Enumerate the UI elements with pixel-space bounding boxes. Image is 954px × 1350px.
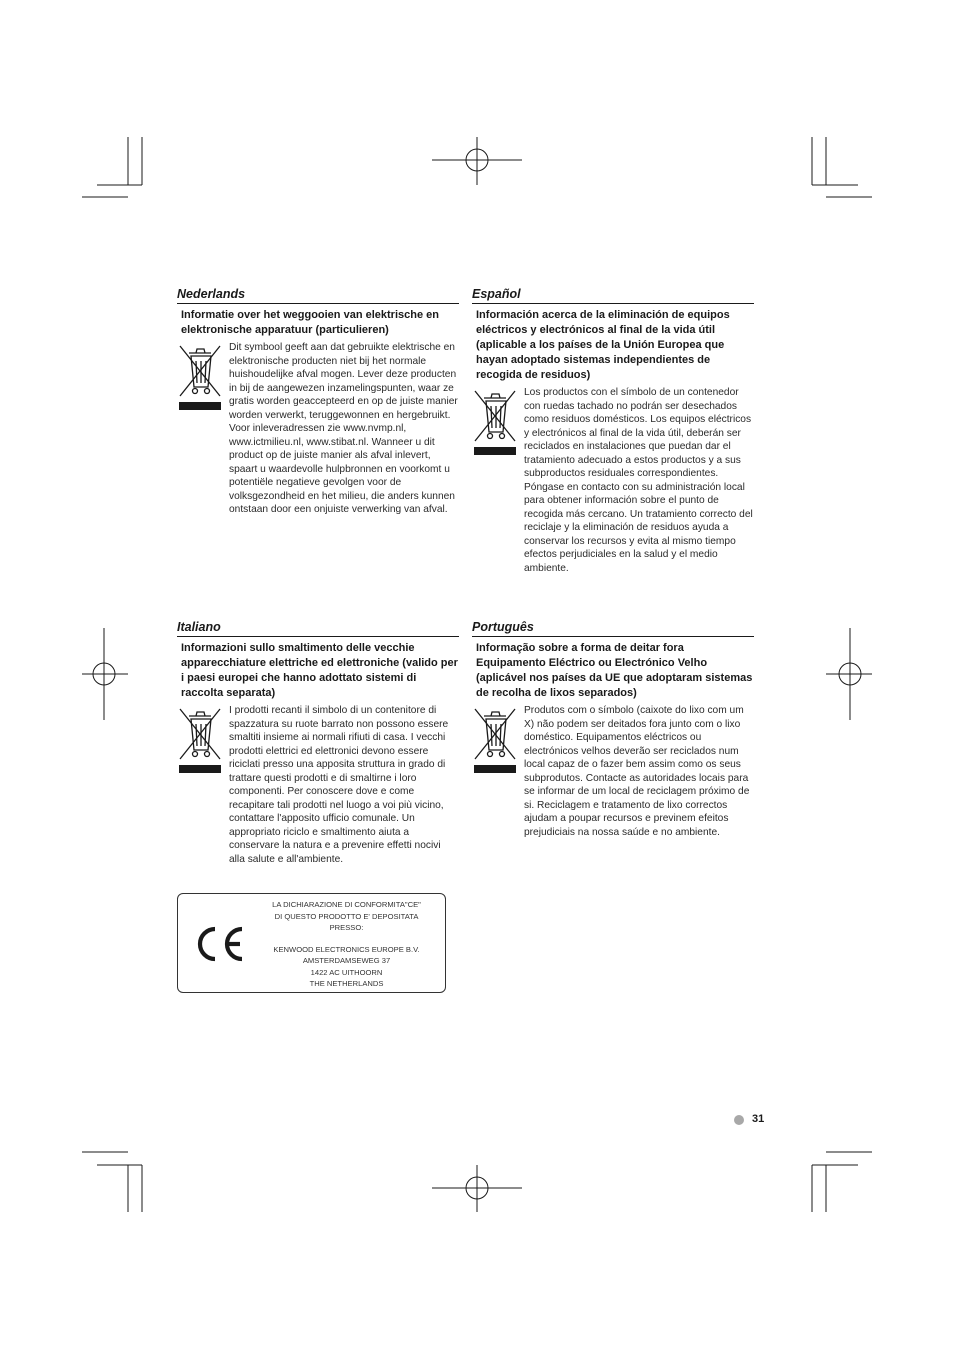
bin-underline-bar bbox=[474, 765, 516, 773]
ce-city: 1422 AC UITHOORN bbox=[310, 967, 383, 977]
section-text: Los productos con el símbolo de un contenedor con ruedas tachado no podrán ser desechados como residuos domésticos. Los equipos eléctricos y electrónicos al final de la vida útil, deberán ser reciclados en instalaciones que puedan dar el tratamiento adecuado a estos productos y a sus subproductos residuales correspondientes. Póngase en contacto con su administración local para obtener información sobre el punto de recogida más cercano. Un tratamiento correcto del reciclaje y la eliminación de residuos ayuda a conservar los recursos y evita al mismo tiempo efectos perjudiciales en la salud y el medio ambiente. bbox=[524, 387, 753, 574]
ce-company: KENWOOD ELECTRONICS EUROPE B.V. bbox=[273, 944, 420, 954]
bin-underline-bar bbox=[179, 402, 221, 410]
ce-mark-icon bbox=[192, 924, 248, 964]
page-number-dot bbox=[734, 1115, 744, 1125]
section-title: Español bbox=[472, 287, 754, 304]
section-body bbox=[472, 386, 754, 575]
section-subtitle: Informação sobre a forma de deitar fora Equipamento Eléctrico ou Electrónico Velho (aplicável nos países da UE que adoptaram sistemas de recolha de lixos separados) bbox=[476, 642, 753, 699]
section-body bbox=[177, 704, 459, 866]
ce-street: AMSTERDAMSEWEG 37 bbox=[302, 956, 391, 965]
section-body bbox=[177, 341, 459, 517]
ce-line-1: LA DICHIARAZIONE DI CONFORMITA"CE" bbox=[272, 900, 421, 909]
page-number: 31 bbox=[752, 1113, 765, 1125]
section-text: Dit symbool geeft aan dat gebruikte elektrische en elektronische producten niet bij het normale huishoudelijke afval mogen. Lever deze producten in bij de aangewezen inzamelingspunten, waar ze gratis worden geaccepteerd en op de juiste manier worden verwerkt, teruggewonnen en hergebruikt. Voor inleveradressen zie www.nvmp.nl, www.ictmilieu.nl, www.stibat.nl. Wanneer u dit product op de juiste manier als afval inlevert, spaart u waardevolle hulpbronnen en voorkomt u potentiële negatieve gevolgen voor de volksgezondheid en het milieu, die anders kunnen ontstaan door een onjuiste verwerking van afval. bbox=[229, 342, 458, 515]
ce-line-3: PRESSO: bbox=[329, 923, 364, 932]
section-italiano bbox=[177, 620, 459, 866]
section-espanol bbox=[472, 287, 754, 575]
ce-country: THE NETHERLANDS bbox=[309, 979, 384, 988]
crossed-out-wheelie-bin-icon bbox=[177, 343, 223, 413]
section-body bbox=[472, 704, 754, 839]
section-title: Nederlands bbox=[177, 287, 459, 304]
crossed-out-wheelie-bin-icon bbox=[472, 388, 518, 458]
section-subtitle: Informatie over het weggooien van elektrische en elektronische apparatuur (particulieren) bbox=[181, 309, 439, 336]
crossed-out-wheelie-bin-icon bbox=[177, 706, 223, 776]
section-title: Italiano bbox=[177, 620, 459, 637]
crossed-out-wheelie-bin-icon bbox=[472, 706, 518, 776]
section-nederlands bbox=[177, 287, 459, 517]
ce-line-2: DI QUESTO PRODOTTO E' DEPOSITATA bbox=[274, 911, 419, 921]
section-text: Produtos com o símbolo (caixote do lixo com um X) não podem ser deitados fora junto com o lixo doméstico. Equipamentos eléctricos ou electrónicos velhos deverão ser reciclados num local capaz de o fazer bem assim como os seus subprodutos. Contacte as autoridades locais para se informar de um local de reciclagem próximo de si. Reciclagem e tratamento de lixo correctos ajudam a poupar recursos e previnem efeitos prejudiciais na nossa saúde e no ambiente. bbox=[524, 705, 750, 838]
section-text: I prodotti recanti il simbolo di un contenitore di spazzatura su ruote barrato non possono essere smaltiti insieme ai normali rifiuti di casa. I vecchi prodotti elettrici ed elettronici devono essere riciclati presso una apposita struttura in grado di trattare questi prodotti e di smaltirne i loro componenti. Per conoscere dove e come recapitare tali prodotti nel luogo a voi più vicino, contattare l'apposito ufficio comunale. Un appropriato riciclo e smaltimento aiuta a conservare la natura e a prevenire effetti nocivi alla salute e all'ambiente. bbox=[229, 705, 449, 865]
section-title: Português bbox=[472, 620, 754, 637]
bin-underline-bar bbox=[474, 447, 516, 455]
ce-declaration-text bbox=[258, 899, 435, 990]
bin-underline-bar bbox=[179, 765, 221, 773]
section-subtitle: Información acerca de la eliminación de equipos eléctricos y electrónicos al final de la vida útil (aplicable a los países de la Unión Europea que hayan adoptado sistemas independientes de recogida de residuos) bbox=[476, 309, 730, 381]
section-portugues bbox=[472, 620, 754, 839]
ce-declaration-box bbox=[177, 893, 446, 993]
section-subtitle: Informazioni sullo smaltimento delle vecchie apparecchiature elettriche ed elettroniche (valido per i paesi europei che hanno adottato sistemi di raccolta separata) bbox=[181, 642, 458, 699]
